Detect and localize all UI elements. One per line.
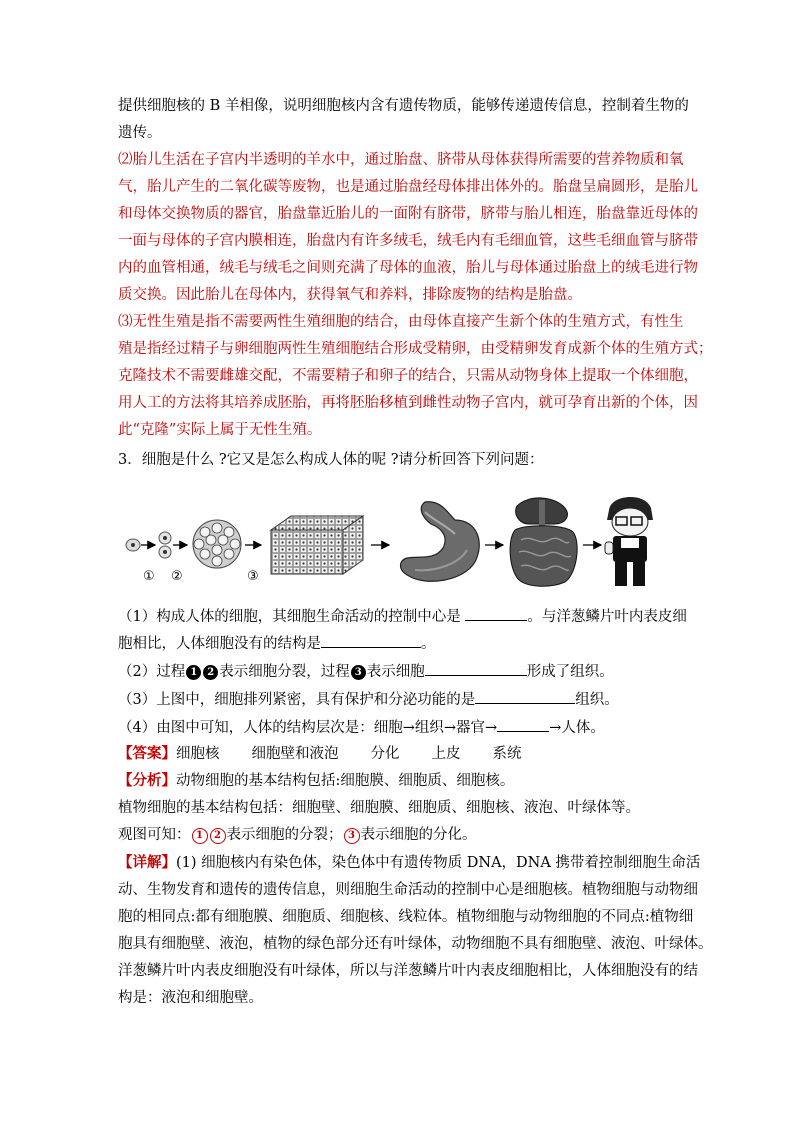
subq1-text-b: 。与洋葱鳞片叶内表皮细: [527, 609, 687, 625]
para3-line2: 殖是指经过精子与卵细胞两性生殖细胞结合形成受精卵，由受精卵发育成新个体的生殖方式；: [118, 341, 713, 357]
para2-line5: 内的血管相通，绒毛与绒毛之间则充满了母体的血液，胎儿与母体通过胎盘上的绒毛进行物: [118, 260, 698, 276]
step-label-2: ②: [171, 569, 183, 584]
detail-line3: 胞的相同点:都有细胞膜、细胞质、细胞核、线粒体。植物细胞与动物细胞的不同点:植物细: [118, 909, 694, 925]
detail-text-1: (1) 细胞核内有染色体，染色体中有遗传物质 DNA，DNA 携带着控制细胞生命活: [176, 855, 701, 871]
para1-line2: 遗传。: [118, 125, 162, 141]
subq1-blank-1[interactable]: [465, 606, 527, 621]
analysis-line1: [118, 771, 514, 791]
circled-3-icon: 3: [351, 665, 366, 680]
analysis-text-1: 动物细胞的基本结构包括:细胞膜、细胞质、细胞核。: [176, 773, 515, 789]
subq1-text-a: （1）构成人体的细胞，其细胞生命活动的控制中心是: [118, 609, 466, 625]
analysis-line2: 植物细胞的基本结构包括：细胞壁、细胞膜、细胞质、细胞核、液泡、叶绿体等。: [118, 800, 640, 816]
cell-to-body-diagram: [125, 490, 665, 590]
single-cell-icon: [126, 539, 140, 551]
subq4-blank[interactable]: [497, 717, 549, 732]
detail-line4: 胞具有细胞壁、液泡，植物的绿色部分还有叶绿体，动物细胞不具有细胞壁、液泡、叶绿体。: [118, 936, 713, 952]
detail-line6: 构是：液泡和细胞壁。: [118, 990, 263, 1006]
stomach-organ-icon: [401, 502, 480, 581]
subq2-text-d: 形成了组织。: [526, 664, 614, 680]
para3-line4: 用人工的方法将其培养成胚胎，再将胚胎移植到雌性动物子宫内，就可孕育出新的个体，因: [118, 395, 698, 411]
digestive-system-icon: [510, 498, 577, 586]
answer-item-1: 细胞核: [176, 746, 220, 762]
subq2-text-c: 表示细胞: [366, 664, 425, 680]
step-label-1: ①: [143, 569, 155, 584]
circled-1-icon: 1: [186, 665, 201, 680]
analysis-line3: [118, 825, 477, 845]
detail-tag: 【详解】: [118, 854, 176, 871]
para3-line1: ⑶无性生殖是指不需要两性生殖细胞的结合，由母体直接产生新个体的生殖方式，有性生: [118, 314, 684, 330]
analysis-text-3c: 表示细胞的分化。: [360, 827, 477, 843]
circled-2-red-icon: 2: [210, 828, 226, 844]
analysis-tag: 【分析】: [118, 772, 176, 789]
subq4-text-b: →人体。: [549, 720, 605, 736]
analysis-text-3b: 表示细胞的分裂；: [226, 827, 343, 843]
circled-1-red-icon: 1: [192, 828, 208, 844]
subq4-line: [118, 717, 605, 738]
step-label-3: ③: [247, 569, 259, 584]
subq1-line2: [118, 633, 436, 654]
para3-line3: 克隆技术不需要雌雄交配，不需要精子和卵子的结合，只需从动物身体上提取一个体细胞，: [118, 368, 698, 384]
para2-line2: 气，胎儿产生的二氧化碳等废物，也是通过胎盘经母体排出体外的。胎盘呈扁圆形，是胎儿: [118, 179, 698, 195]
para2-line3: 和母体交换物质的器官，胎盘靠近胎儿的一面附有脐带，脐带与胎儿相连，胎盘靠近母体的: [118, 206, 698, 222]
para2-line6: 质交换。因此胎儿在母体内，获得氧气和养料，排除废物的结构是胎盘。: [118, 287, 582, 303]
subq3-line: [118, 689, 619, 710]
answer-item-3: 分化: [370, 746, 400, 762]
answer-item-5: 系统: [492, 746, 522, 762]
subq2-blank[interactable]: [425, 661, 527, 676]
subq1-text-c: 胞相比，人体细胞没有的结构是: [118, 636, 321, 652]
answer-item-2: 细胞壁和液泡: [251, 746, 339, 762]
analysis-text-3a: 观图可知：: [118, 827, 191, 843]
para2-line1: ⑵胎儿生活在子宫内半透明的羊水中，通过胎盘、脐带从母体获得所需要的营养物质和氧: [118, 152, 684, 168]
tissue-block-icon: [271, 516, 363, 574]
answer-item-4: 上皮: [431, 746, 461, 762]
detail-line5: 洋葱鳞片叶内表皮细胞没有叶绿体，所以与洋葱鳞片叶内表皮细胞相比，人体细胞没有的结: [118, 963, 698, 979]
subq4-text-a: （4）由图中可知，人体的结构层次是：细胞→组织→器官→: [118, 720, 498, 736]
subq2-text-a: （2）过程: [118, 664, 186, 680]
subq1-line1: [118, 606, 687, 627]
subq1-text-d: 。: [421, 636, 436, 652]
question3-title: 3．细胞是什么 ?它又是怎么构成人体的呢 ?请分析回答下列问题：: [118, 452, 544, 468]
subq3-blank[interactable]: [475, 689, 575, 704]
detail-line1: [118, 853, 700, 873]
subq1-blank-2[interactable]: [321, 633, 421, 648]
subq2-text-b: 表示细胞分裂，过程: [219, 664, 350, 680]
cell-cluster-icon: [193, 520, 241, 568]
answer-line: [118, 744, 522, 764]
para2-line4: 一面与母体的子宫内膜相连，胎盘内有许多绒毛，绒毛内有毛细血管，这些毛细血管与脐带: [118, 233, 698, 249]
circled-2-icon: 2: [203, 665, 218, 680]
two-cells-icon: [159, 532, 171, 558]
para1-line1: 提供细胞核的 B 羊相像，说明细胞核内含有遗传物质，能够传递遗传信息，控制着生物的: [118, 98, 689, 114]
detail-line2: 动、生物发育和遗传的遗传信息，则细胞生命活动的控制中心是细胞核。植物细胞与动物细: [118, 882, 698, 898]
human-figure-icon: [605, 497, 653, 586]
answer-tag: 【答案】: [118, 745, 176, 762]
circled-3-red-icon: 3: [344, 828, 360, 844]
para3-line5: 此“克隆”实际上属于无性生殖。: [118, 422, 322, 438]
subq3-text-b: 组织。: [575, 692, 619, 708]
subq3-text-a: （3）上图中，细胞排列紧密，具有保护和分泌功能的是: [118, 692, 476, 708]
subq2-line: [118, 661, 614, 682]
